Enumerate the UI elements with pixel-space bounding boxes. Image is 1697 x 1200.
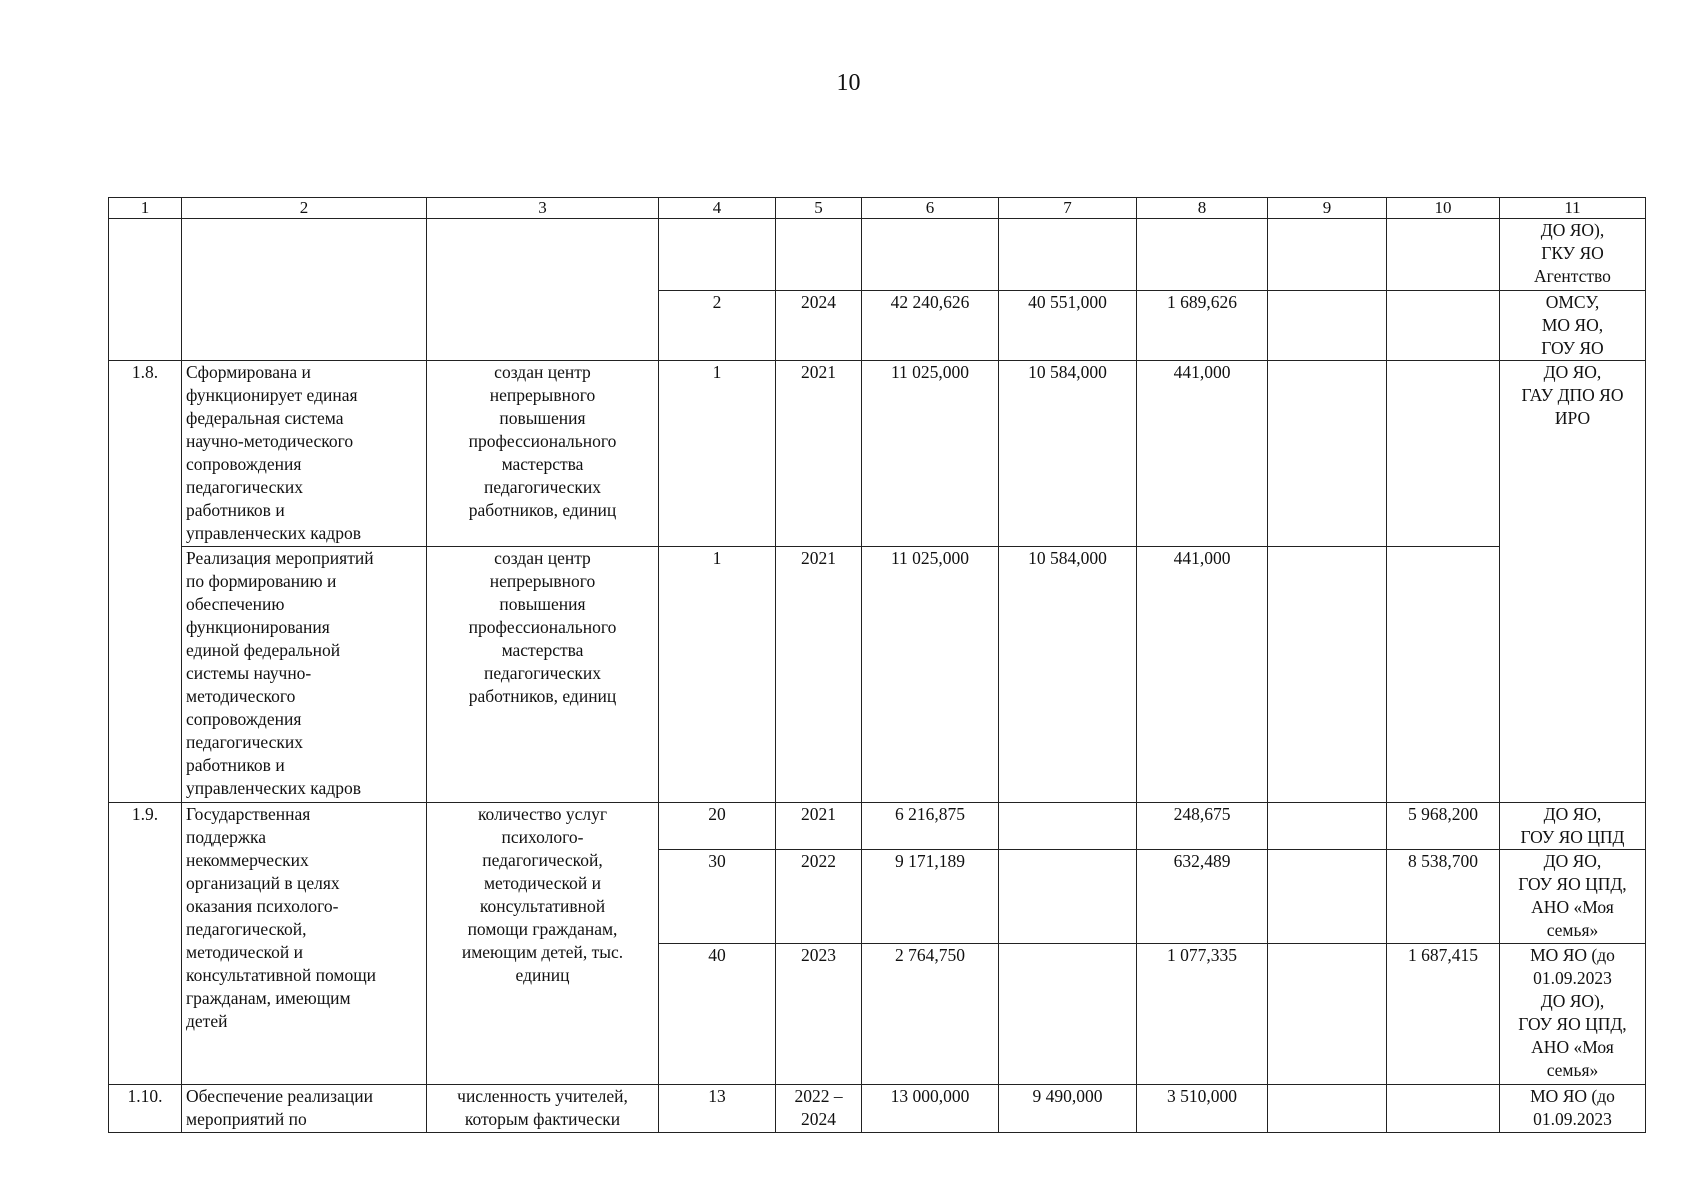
cell-c8	[1137, 219, 1268, 291]
cell-responsible	[1500, 944, 1646, 1085]
text-line: обеспечению	[186, 594, 285, 614]
text-line: функционирования	[186, 617, 330, 637]
text-line: психолого-	[501, 827, 584, 847]
table-row	[109, 219, 1646, 291]
table-row	[109, 547, 1646, 803]
text-line: педагогических	[484, 477, 601, 497]
cell-c9	[1268, 547, 1387, 803]
text-line: работников, единиц	[468, 500, 617, 520]
cell-c7	[999, 219, 1137, 291]
text-line: количество услуг	[477, 804, 608, 824]
text-line: Сформирована и	[186, 362, 311, 382]
cell-c6: 42 240,626	[862, 291, 999, 361]
text-line: повышения	[499, 408, 586, 428]
text-line: некоммерческих	[186, 850, 309, 870]
cell-c10	[1387, 219, 1500, 291]
cell-c9	[1268, 291, 1387, 361]
text-line: семья»	[1546, 1060, 1599, 1080]
cell-num: 1.10.	[109, 1085, 182, 1133]
text-line: ОМСУ,	[1545, 292, 1600, 312]
text-line: ДО ЯО,	[1543, 804, 1602, 824]
cell-year: 2021	[776, 361, 862, 547]
header-cell: 8	[1137, 198, 1268, 219]
text-line: МО ЯО,	[1541, 315, 1604, 335]
text-line: ГОУ ЯО ЦПД,	[1518, 874, 1627, 894]
text-line: Реализация мероприятий	[186, 548, 374, 568]
cell-c3	[427, 219, 659, 361]
header-row	[109, 198, 1646, 219]
text-line: педагогической,	[482, 850, 603, 870]
cell-year: 2024	[776, 291, 862, 361]
cell-c6: 11 025,000	[862, 547, 999, 803]
cell-c9	[1268, 803, 1387, 850]
cell-c7	[999, 944, 1137, 1085]
cell-responsible	[1500, 803, 1646, 850]
cell-responsible	[1500, 850, 1646, 944]
cell-c8: 3 510,000	[1137, 1085, 1268, 1133]
cell-c3	[427, 1085, 659, 1133]
text-line: МО ЯО (до	[1530, 945, 1615, 965]
cell-c7	[999, 803, 1137, 850]
text-line: ДО ЯО,	[1543, 851, 1602, 871]
text-line: единиц	[515, 965, 570, 985]
cell-c8: 441,000	[1137, 361, 1268, 547]
cell-c4: 30	[659, 850, 776, 944]
header-cell: 4	[659, 198, 776, 219]
text-line: консультативной	[479, 896, 606, 916]
text-line: педагогических	[186, 732, 303, 752]
header-cell: 7	[999, 198, 1137, 219]
text-line: Государственная	[186, 804, 311, 824]
cell-c8: 1 077,335	[1137, 944, 1268, 1085]
text-line: гражданам, имеющим	[186, 988, 351, 1008]
text-line: мастерства	[501, 454, 584, 474]
table-row	[109, 361, 1646, 547]
cell-c3	[427, 361, 659, 547]
text-line: организаций в целях	[186, 873, 340, 893]
text-line: профессионального	[468, 617, 617, 637]
cell-c8: 632,489	[1137, 850, 1268, 944]
text-line: мероприятий по	[186, 1109, 307, 1129]
text-line: 2024	[801, 1109, 836, 1129]
cell-responsible	[1500, 361, 1646, 803]
cell-c4	[659, 219, 776, 291]
cell-c10: 1 687,415	[1387, 944, 1500, 1085]
text-line: МО ЯО (до	[1530, 1086, 1615, 1106]
text-line: ГКУ ЯО	[1541, 243, 1604, 263]
text-line: ГОУ ЯО ЦПД	[1520, 827, 1625, 847]
cell-c6: 6 216,875	[862, 803, 999, 850]
cell-c10	[1387, 361, 1500, 547]
text-line: которым фактически	[464, 1109, 621, 1129]
cell-c4: 2	[659, 291, 776, 361]
text-line: семья»	[1546, 920, 1599, 940]
text-line: непрерывного	[489, 571, 596, 591]
text-line: создан центр	[494, 548, 591, 568]
budget-table	[108, 197, 1646, 1133]
cell-c9	[1268, 219, 1387, 291]
cell-num: 1.8.	[109, 361, 182, 803]
cell-c8: 441,000	[1137, 547, 1268, 803]
text-line: повышения	[499, 594, 586, 614]
text-line: поддержка	[186, 827, 267, 847]
text-line: ИРО	[1554, 408, 1591, 428]
table-row	[109, 803, 1646, 850]
text-line: Обеспечение реализации	[186, 1086, 373, 1106]
cell-c4: 13	[659, 1085, 776, 1133]
header-cell: 1	[109, 198, 182, 219]
cell-c10: 8 538,700	[1387, 850, 1500, 944]
text-line: функционирует единая	[186, 385, 358, 405]
text-line: численность учителей,	[457, 1086, 628, 1106]
cell-year: 2021	[776, 803, 862, 850]
cell-c6: 9 171,189	[862, 850, 999, 944]
cell-num	[109, 219, 182, 361]
cell-c2	[182, 219, 427, 361]
text-line: 01.09.2023	[1533, 968, 1612, 988]
cell-c6	[862, 219, 999, 291]
cell-c4: 20	[659, 803, 776, 850]
text-line: методической и	[186, 942, 304, 962]
text-line: управленческих кадров	[186, 778, 361, 798]
cell-c9	[1268, 850, 1387, 944]
cell-c4: 1	[659, 361, 776, 547]
cell-year: 2021	[776, 547, 862, 803]
text-line: 2022 –	[794, 1086, 843, 1106]
text-line: сопровождения	[186, 454, 302, 474]
cell-c6: 13 000,000	[862, 1085, 999, 1133]
text-line: ДО ЯО),	[1540, 220, 1605, 240]
cell-year: 2022	[776, 850, 862, 944]
header-cell: 5	[776, 198, 862, 219]
text-line: непрерывного	[489, 385, 596, 405]
text-line: создан центр	[494, 362, 591, 382]
cell-c2	[182, 547, 427, 803]
cell-c5	[776, 219, 862, 291]
cell-c4: 1	[659, 547, 776, 803]
table-row	[109, 1085, 1646, 1133]
cell-c8: 248,675	[1137, 803, 1268, 850]
text-line: ГОУ ЯО ЦПД,	[1518, 1014, 1627, 1034]
cell-c10	[1387, 291, 1500, 361]
cell-c7: 40 551,000	[999, 291, 1137, 361]
text-line: системы научно-	[186, 663, 312, 683]
text-line: 01.09.2023	[1533, 1109, 1612, 1129]
cell-c2	[182, 803, 427, 1085]
header-cell: 9	[1268, 198, 1387, 219]
cell-year: 2023	[776, 944, 862, 1085]
text-line: мастерства	[501, 640, 584, 660]
cell-c7: 10 584,000	[999, 547, 1137, 803]
cell-c7	[999, 850, 1137, 944]
cell-c3	[427, 803, 659, 1085]
cell-c9	[1268, 361, 1387, 547]
cell-c6: 11 025,000	[862, 361, 999, 547]
cell-c2	[182, 1085, 427, 1133]
text-line: ГАУ ДПО ЯО	[1521, 385, 1624, 405]
text-line: методической и	[483, 873, 601, 893]
text-line: педагогических	[484, 663, 601, 683]
cell-c3	[427, 547, 659, 803]
cell-c7: 9 490,000	[999, 1085, 1137, 1133]
text-line: оказания психолого-	[186, 896, 339, 916]
text-line: педагогических	[186, 477, 303, 497]
cell-c9	[1268, 1085, 1387, 1133]
header-cell: 10	[1387, 198, 1500, 219]
text-line: АНО «Моя	[1531, 897, 1614, 917]
text-line: АНО «Моя	[1531, 1037, 1614, 1057]
text-line: методического	[186, 686, 296, 706]
cell-c10	[1387, 547, 1500, 803]
text-line: работников и	[186, 755, 285, 775]
cell-c8: 1 689,626	[1137, 291, 1268, 361]
text-line: ГОУ ЯО	[1541, 338, 1604, 358]
text-line: педагогической,	[186, 919, 307, 939]
text-line: консультативной помощи	[186, 965, 377, 985]
header-cell: 11	[1500, 198, 1646, 219]
header-cell: 2	[182, 198, 427, 219]
text-line: Агентство	[1534, 266, 1611, 286]
text-line: помощи гражданам,	[467, 919, 618, 939]
text-line: профессионального	[468, 431, 617, 451]
cell-c4: 40	[659, 944, 776, 1085]
header-cell: 3	[427, 198, 659, 219]
header-cell: 6	[862, 198, 999, 219]
text-line: имеющим детей, тыс.	[461, 942, 624, 962]
cell-c6: 2 764,750	[862, 944, 999, 1085]
cell-c9	[1268, 944, 1387, 1085]
cell-c10	[1387, 1085, 1500, 1133]
cell-c10: 5 968,200	[1387, 803, 1500, 850]
text-line: единой федеральной	[186, 640, 341, 660]
text-line: сопровождения	[186, 709, 302, 729]
cell-year	[776, 1085, 862, 1133]
cell-c2	[182, 361, 427, 547]
text-line: по формированию и	[186, 571, 337, 591]
cell-responsible	[1500, 291, 1646, 361]
text-line: работников, единиц	[468, 686, 617, 706]
text-line: ДО ЯО,	[1543, 362, 1602, 382]
cell-responsible	[1500, 1085, 1646, 1133]
page-number: 10	[836, 70, 861, 96]
cell-c7: 10 584,000	[999, 361, 1137, 547]
cell-responsible	[1500, 219, 1646, 291]
text-line: детей	[186, 1011, 228, 1031]
text-line: управленческих кадров	[186, 523, 361, 543]
text-line: федеральная система	[186, 408, 344, 428]
cell-num: 1.9.	[109, 803, 182, 1085]
text-line: научно-методического	[186, 431, 354, 451]
text-line: работников и	[186, 500, 285, 520]
text-line: ДО ЯО),	[1540, 991, 1605, 1011]
